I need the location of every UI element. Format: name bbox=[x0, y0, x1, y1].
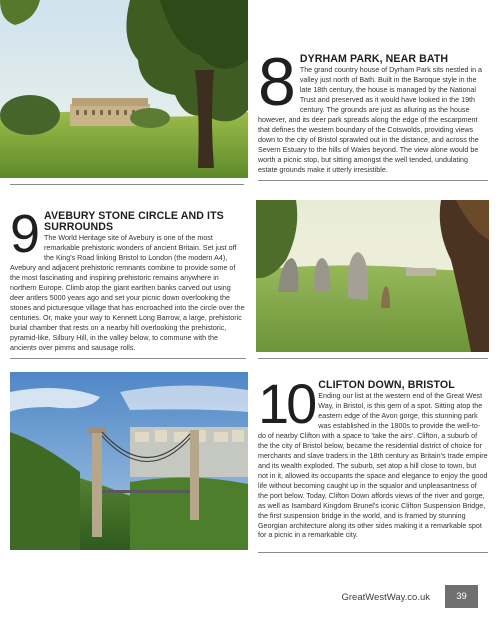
section-body: Ending our list at the western end of the Great West Way, in Bristol, is this gem of a spot. Sitting atop the eastern edge of the Avon gorge, this stunning park was established in the 1800s to provide the well-to-do of nearby Clifton with a space to 'take the airs'. Clifton, a suburb of the the city of Bristol below, became the residential district of choice for merchants and slave traders in the 18th century as Britain's trade empire and its wealth exploded. The suburb, set atop a hill close to town, but not in it, allowed its occupants the space and elegance to enjoy the good life without becoming caught up in the squalor and unpleasantness of the port below. Today, Clifton Down affords views of the river and gorge, as well as Isambard Kingdom Brunel's iconic Clifton Suspension Bridge, the first suspension bridge in the world, and is framed by stunning Georgian architecture along its other sides making it a remarkable spot for a picnic in a remarkable city. bbox=[258, 392, 488, 540]
section-body: The grand country house of Dyrham Park sits nestled in a valley just north of Bath. Built in the Baroque style in the late 18th century, the house is managed by the National Trust and preserved as it would have looked in the 19th century. The grounds are just as alluring as the house however, and its deer park spreads along the edge of the escarpment that defines the western boundary of the Cotswolds, providing views down to the city of Bristol sprawled out in the distance, and across the Severn Estuary to the hills of Wales beyond. The view alone would be worth a picnic stop, but sitting amongst the well tended, undulating estate grounds make it utterly irresistible. bbox=[258, 66, 483, 174]
photo-avebury-stones bbox=[256, 200, 489, 352]
divider bbox=[10, 358, 246, 359]
divider bbox=[10, 184, 244, 185]
section-title: CLIFTON DOWN, BRISTOL bbox=[318, 379, 455, 391]
section-body: The World Heritage site of Avebury is one of the most remarkable prehistoric wonders of ancient Britain. Set just off the King's Road linking Bristol to London (the modern A4), Avebury and adjacent prehistoric remnants combine to provide some of the most fascinating and inspiring prehistoric remains anywhere in northern Europe. Climb atop the giant earthen banks carved out using deer antlers 5000 years ago and set your picnic down overlooking the stones and picturesque village that has encroached into the circle over the centuries. Or, make your way to Kennett Long Barrow, a large, prehistoric burial chamber that rests on a nearby hill overlooking the prehistoric, pyramid-like, Silbury Hill, in the valley below, to commune with the ancients over pimms and sausage rolls. bbox=[10, 234, 245, 352]
section-title: AVEBURY STONE CIRCLE AND ITS SURROUNDS bbox=[44, 210, 224, 234]
photo-clifton-bridge bbox=[10, 372, 248, 550]
section-8 bbox=[258, 44, 488, 176]
section-9 bbox=[10, 204, 246, 354]
section-title: DYRHAM PARK, NEAR BATH bbox=[299, 53, 449, 65]
section-number: 9 bbox=[10, 204, 41, 264]
divider bbox=[258, 552, 488, 553]
divider bbox=[258, 180, 488, 181]
page-number: 39 bbox=[445, 585, 478, 608]
photo-dyrham-park bbox=[0, 0, 248, 178]
section-number: 8 bbox=[258, 44, 296, 120]
section-number: 10 bbox=[258, 372, 315, 435]
divider bbox=[258, 358, 488, 359]
section-10 bbox=[258, 372, 488, 541]
footer-website: GreatWestWay.co.uk bbox=[341, 592, 430, 603]
